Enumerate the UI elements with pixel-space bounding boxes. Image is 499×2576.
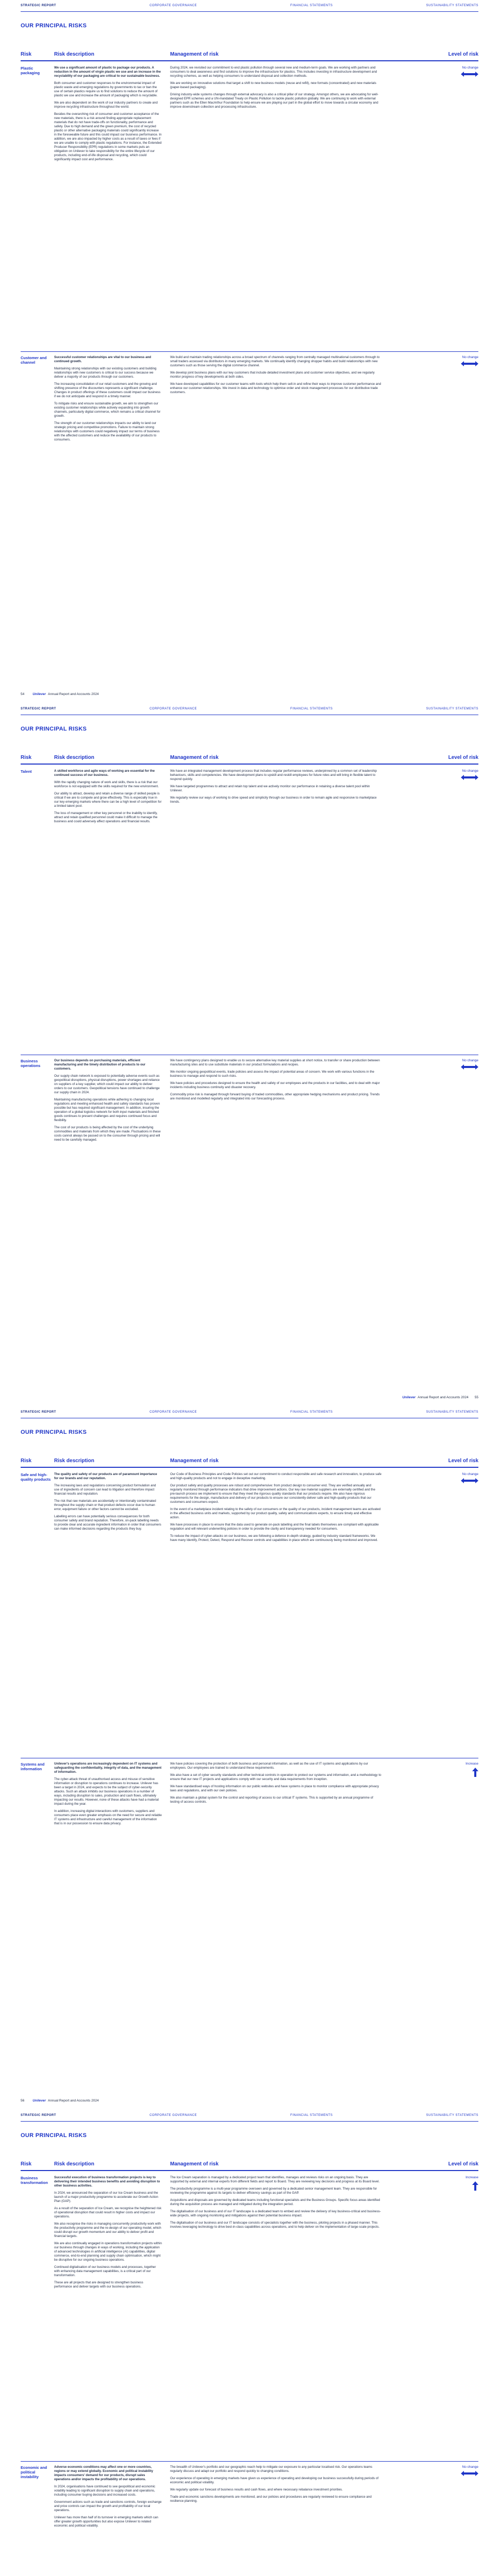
risk-level [402,769,478,1047]
nav-link[interactable]: FINANCIAL STATEMENTS [290,1411,333,1414]
nav-link[interactable]: FINANCIAL STATEMENTS [290,707,333,710]
management-paragraph: We have contingency plans designed to enable us to secure alternative key material supplies at short notice, to transfer or share production between manufacturing sites and to use substitute materials in our product formulations and recipes. [170,1059,380,1066]
no-change-arrow-icon [461,775,478,780]
risk-level-label: No change [462,1472,478,1476]
management-paragraph: Our product safety and quality processes are robust and comprehensive: from product design to consumer end. They are verified annually and regularly monitored through performance indicators that drive improvement actions. Our key raw material suppliers are externally certified and the pre-launch process we implement to ensure that they meet the rigorous quality standards that our products require. We also have rigorous requirements for the design, manufacture and delivery of our products to ensure our consistently deliver safe and high-quality products that our customers and consumers expect. [170,1484,375,1504]
nav-link[interactable]: STRATEGIC REPORT [21,2114,56,2117]
description-paragraph: In 2024, organisations have continued to see geopolitical and economic volatility leading to significant disruption to supply chain and operations, including consumer buying decisions and increased costs. [54,2485,156,2497]
header-management: Management of risk [170,2161,219,2167]
description-paragraph: Unilever has more than half of its turnover in emerging markets which can offer greater growth opportunities but also expose Unilever to related economic and political volatility. [54,2516,158,2528]
risk-level-label: No change [462,1059,478,1062]
risk-row [21,355,478,644]
description-paragraph: Government actions such as trade and sanctions controls, foreign exchange and price controls can impact the growth and profitability of our local operations. [54,2500,162,2512]
management-paragraph: We develop joint business plans with our key customers that include detailed investment plans and customer service objectives, and we regularly monitor progress of key developments at both sides. [170,371,375,379]
description-paragraph: A skilled workforce and agile ways of working are essential for the continued success of our business. [54,769,155,777]
risk-management [170,769,402,1047]
risk-name: Economic and political instability [21,2465,47,2479]
increase-arrow-icon [472,2181,478,2191]
risk-description [54,1472,170,1751]
nav-link[interactable]: SUSTAINABILITY STATEMENTS [426,707,478,710]
brand-name: Unilever [32,2099,46,2103]
risk-level-label: No change [462,66,478,70]
header-management: Management of risk [170,1458,219,1464]
management-paragraph: We have policies covering the protection of both business and personal information, as well as the use of IT systems and applications by our employees. Our employees are trained to understand these requirements. [170,1762,368,1770]
risk-management [170,355,402,644]
management-paragraph: Our experience of operating in emerging markets have given us experience of operating and developing our business successfully during periods of economic and political volatility. [170,2477,379,2484]
report-name: Annual Report and Accounts 2024 [418,1396,469,1399]
page-footer [400,1396,478,1399]
description-paragraph: As a result of the separation of Ice Cream, we recognise the heightened risk of operational disruption that could result in higher costs and impact our operations. [54,2207,162,2218]
nav-link[interactable]: SUSTAINABILITY STATEMENTS [426,2114,478,2117]
risk-row [21,1472,478,1751]
arrow-head-left-icon [461,1064,464,1070]
page-footer [21,692,99,696]
table-header [21,2161,478,2170]
management-paragraph: The breadth of Unilever's portfolio and our geographic reach help to mitigate our exposure to any particular localised risk. Our operations teams regularly discuss and adapt our portfolio and respond quickly to changing conditions. [170,2465,373,2473]
risk-row [21,769,478,1047]
no-change-arrow-icon [461,1064,478,1070]
risk-description [54,66,170,344]
header-level: Level of risk [448,2161,478,2167]
description-paragraph: The strength of our customer relationships impacts our ability to land our strategic pricing and competitive promotions. Failure to maintain strong relationships with customers could negatively impact our terms of business with the affected customers and reduce the availability of our products to consumers. [54,421,160,442]
management-paragraph: We are working on innovative solutions that target a shift to new business models (reuse and refill), new formats (concentrated) and new materials (paper-based packaging). [170,81,376,89]
management-paragraph: Trade and economic sanctions developments are monitored, and our policies and procedures are regularly reviewed to ensure compliance and resilience planning. [170,2495,372,2503]
risk-description [54,2176,170,2454]
risk-level [402,1472,478,1751]
risk-level [402,2465,478,2576]
top-navigation [21,707,478,715]
report-name: Annual Report and Accounts 2024 [47,692,99,696]
management-paragraph: We have an integrated management development process that includes regular performance reviews, underpinned by a common set of leadership behaviours, skills and competencies. We have development plans to upskill and reskill employees for future roles and will bring in flexible talent to respond quickly. [170,769,377,781]
page-number: 56 [21,2099,25,2103]
risk-management [170,1059,402,1347]
page-footer [21,2099,99,2103]
management-paragraph: We have standardised ways of hosting information on our public websites and have systems in place to monitor compliance with appropriate privacy laws and regulations, and with our own policies. [170,1785,379,1792]
description-paragraph: Our ability to attract, develop and retain a diverse range of skilled people is critical if we are to compete and grow effectively. This is especially true in our key emerging markets where there can be a high level of competition for a limited talent pool. [54,792,162,808]
management-paragraph: Our Code of Business Principles and Code Policies set out our commitment to conduct responsible and safe research and innovation, to produce safe and high-quality products and not to engage in deceptive marketing. [170,1472,381,1480]
top-navigation [21,4,478,11]
section-title: OUR PRINCIPAL RISKS [21,23,87,29]
arrow-head-right-icon [475,775,478,780]
nav-link[interactable]: STRATEGIC REPORT [21,1411,56,1414]
risk-row [21,2465,478,2576]
management-paragraph: Driving industry-wide systems changes through external advocacy is also a critical pillar of our strategy. Amongst others, we are advocating for well-designed EPR schemes and a UN-mandated Treaty on Plastic Pollution to tackle plastic pollution globally. We are continuing to work with external partners such as the Ellen MacArthur Foundation to help ensure we are playing our part in the global effort to move towards a circular economy and improve downstream collection and processing infrastructure. [170,93,378,109]
brand-name: Unilever [402,1396,416,1399]
report-page [0,1406,499,2110]
nav-link[interactable]: SUSTAINABILITY STATEMENTS [426,4,478,7]
table-header [21,1458,478,1466]
section-title: OUR PRINCIPAL RISKS [21,2132,87,2139]
description-paragraph: Successful execution of business transformation projects is key to delivering their intended business benefits and avoiding disruption to other business activities. [54,2176,160,2188]
risk-row [21,66,478,344]
arrow-head-left-icon [461,775,464,780]
report-page [0,703,499,1406]
risk-level-label: No change [462,769,478,773]
description-paragraph: Maintaining manufacturing operations while adhering to changing local regulations and meeting enhanced health and safety standards has proven possible but has required significant management. In addition, insuring the operation of a global logistics network for both input materials and finished goods continues to present challenges and requires continued focus and flexibility. [54,1098,160,1122]
management-paragraph: The Ice Cream separation is managed by a dedicated project team that identifies, manages and reviews risks on an ongoing basis. They are supported by external and internal experts from different fields and report to Board. They are reviewing key decisions and progress at its Board level. [170,2176,380,2183]
brand-name: Unilever [32,692,46,696]
risk-description [54,1762,170,2050]
risk-level [402,1762,478,2050]
risk-name: Plastic packaging [21,66,40,75]
management-paragraph: During 2024, we revisited our commitment to end plastic pollution through several new and medium-term goals. We are working with partners and consumers to deal awareness and find solutions to improve the infrastructure for plastics. This includes investing in infrastructure development and recycling schemes, as well as helping consumers to understand disposal and collection methods. [170,66,377,78]
description-paragraph: These are all projects that are designed to strengthen business performance and deliver targets with our business operations. [54,2281,143,2289]
no-change-arrow-icon [461,361,478,366]
header-risk: Risk [21,1458,32,1464]
nav-link[interactable]: STRATEGIC REPORT [21,4,56,7]
description-paragraph: The risk that raw materials are accidentally or intentionally contaminated throughout the supply chain or that product defects occur due to human error, equipment failure or other factors cannot be excluded. [54,1499,156,1511]
nav-link[interactable]: CORPORATE GOVERNANCE [149,4,197,7]
management-paragraph: Commodity price risk is managed through forward buying of traded commodities, other appropriate hedging mechanisms and product pricing. Trends are monitored and modelled regularly and integrated into our forecasting process. [170,1093,380,1100]
description-paragraph: The cyber-attack threat of unauthorised access and misuse of sensitive information or disruption to operations continues to increase. Unilever has been a target in 2024, and expects to be the subject of cyber-security attacks. Such an attack inhibits our business operations in a number of ways, including disruption to sales, production and cash flows, ultimately impacting our results. However, none of these attacks have had a material impact during the year. [54,1777,159,1806]
description-paragraph: We are also continually engaged in operations transformation projects within our business through changes in ways of working, including the application of advanced technologies in artificial intelligence (AI) capabilities, digital commerce, end-to-end planning and supply chain optimisation, which might be disruptive for our ongoing business operations. [54,2242,162,2262]
description-paragraph: In 2024, we announced the separation of our Ice Cream business and the launch of a major productivity programme to accelerate our Growth Action Plan (GAP). [54,2191,158,2203]
management-paragraph: We regularly update our forecast of business results and cash flows, and where necessary rebalance investment priorities. [170,2488,343,2492]
top-navigation [21,2114,478,2121]
risk-level [402,2176,478,2454]
report-page [0,2110,499,2576]
risk-level [402,1059,478,1347]
table-header [21,52,478,60]
description-paragraph: We also recognise the risks in managing concurrently productivity work with the productivity programme and the re-design of our operating model, which could disrupt our growth momentum and our ability to deliver profit and financial targets. [54,2222,161,2238]
section-title: OUR PRINCIPAL RISKS [21,726,87,732]
nav-link[interactable]: STRATEGIC REPORT [21,707,56,710]
management-paragraph: We monitor ongoing geopolitical events, trade policies and assess the impact of potential areas of concern. We work with various functions in the business to manage and respond to such risks. [170,1070,374,1078]
management-paragraph: The productivity programme is a multi-year programme overseen and governed by a dedicated senior management team. They are responsible for reviewing the programme against its targets to deliver efficiency savings as part of the GAP. [170,2187,377,2195]
header-management: Management of risk [170,52,219,57]
page-number: 55 [474,1396,478,1399]
arrow-head-right-icon [475,1478,478,1483]
risk-level [402,66,478,344]
nav-link[interactable]: FINANCIAL STATEMENTS [290,4,333,7]
arrow-head-left-icon [461,2471,464,2476]
description-paragraph: Both consumer and customer responses to the environmental impact of plastic waste and emerging regulations by governments to tax or ban the use of certain plastics require us to find solutions to reduce the amount of plastic we use and increase the amount of packaging which is recyclable. [54,81,158,97]
header-level: Level of risk [448,1458,478,1464]
header-divider [21,60,478,61]
header-divider [21,1467,478,1468]
nav-link[interactable]: FINANCIAL STATEMENTS [290,2114,333,2117]
no-change-arrow-icon [461,1478,478,1483]
management-paragraph: We build and maintain trading relationships across a broad spectrum of channels ranging from centrally managed multinational customers through to small traders accessed via distributors in many emerging markets. We continually identify changing shopper habits and build relationships with new customers such as those serving the digital commerce channel. [170,355,380,367]
arrow-head-icon [472,1768,478,1771]
management-paragraph: Acquisitions and disposals are governed by dedicated teams including functional specialists and the Business Groups. Specific focus areas identified during the acquisition process are managed and mitigated during the integration period. [170,2198,380,2206]
description-paragraph: Our supply chain network is exposed to potentially adverse events such as geopolitical disruptions, physical disruptions, power shortages and reliance on suppliers of a key supplier, which could impact our ability to deliver orders to our customers. Geopolitical tensions have continued to challenge our supply chain in 2024. [54,1074,160,1094]
management-paragraph: We have targeted programmes to attract and retain top talent and we actively monitor our performance in retaining a diverse talent pool within Unilever. [170,785,370,792]
description-paragraph: The increasing consolidation of our retail customers and the growing and shifting presence of the discounters represents a significant challenge. Changes in product offerings of these customers could impact our business if we do not anticipate and respond in a timely manner. [54,382,161,398]
section-title: OUR PRINCIPAL RISKS [21,1429,87,1435]
nav-divider [21,11,478,12]
description-paragraph: The quality and safety of our products are of paramount importance for our brands and our reputation. [54,1472,157,1480]
arrow-head-icon [472,2181,478,2185]
header-management: Management of risk [170,755,219,760]
description-paragraph: The increasing laws and regulations concerning product formulation and use of ingredients of concern can lead to litigation and therefore impact financial results and reputation. [54,1484,156,1496]
nav-divider [21,2121,478,2122]
header-risk-description: Risk description [54,2161,94,2167]
risk-management [170,2176,402,2454]
risk-description [54,769,170,1047]
header-level: Level of risk [448,52,478,57]
no-change-arrow-icon [461,72,478,77]
row-divider [21,351,478,352]
table-header [21,755,478,763]
management-paragraph: We regularly review our ways of working to drive speed and simplicity through our business in order to remain agile and responsive to marketplace trends. [170,796,377,804]
nav-link[interactable]: SUSTAINABILITY STATEMENTS [426,1411,478,1414]
management-paragraph: The digitalisation of our business and of our IT landscape is a dedicated team to embed and review the delivery of key business-critical and business-wide projects, with ongoing monitoring and mitigations against their potential business impact. [170,2210,381,2217]
arrow-head-left-icon [461,1478,464,1483]
page-number: 54 [21,692,25,696]
management-paragraph: We have developed capabilities for our customer teams with tools which help them sell-in and refine their ways to improve customer performance and enhance our customer relationships. We invest in data and technology to optimise order and stock management processes for our distributive trade customers. [170,382,381,394]
management-paragraph: We have processes in place to ensure that the data used to generate on-pack labelling and the final labels themselves are compliant with applicable regulation and will relevant underwriting policies in order to provide the clarity and transparency needed for consumers. [170,1523,379,1531]
header-risk-description: Risk description [54,1458,94,1464]
risk-description [54,355,170,644]
nav-link[interactable]: CORPORATE GOVERNANCE [149,707,197,710]
risk-management [170,2465,402,2576]
description-paragraph: Unilever's operations are increasingly dependent on IT systems and safeguarding the confidentiality, integrity of data, and the management of information. [54,1762,162,1774]
arrow-head-right-icon [475,1064,478,1070]
description-paragraph: Adverse economic conditions may affect one or more countries, regions or may extend globally. Economic and political instability impacts consumers' demand for our products, disrupt sales operations and/or impacts the profitability of our operations. [54,2465,154,2481]
description-paragraph: We are also dependent on the work of our industry partners to create and improve recycling infrastructure throughout the world. [54,101,158,109]
description-paragraph: Continued digitalisation of our business models and processes, together with enhancing data management capabilities, is a critical part of our transformation. [54,2265,156,2277]
arrow-head-left-icon [461,72,464,77]
top-navigation [21,1411,478,1418]
risk-management [170,1472,402,1751]
increase-arrow-icon [472,1768,478,1777]
nav-link[interactable]: CORPORATE GOVERNANCE [149,1411,197,1414]
description-paragraph: Besides the overarching risk of consumer and customer acceptance of the new materials, there is a risk around finding appropriate replacement materials that do not have trade-offs on functionality, performance and safety. Due to high demand and the green premium, the cost of recycled plastic or other alternative packaging materials could significantly increase in the foreseeable future and this could impact our business performance. In addition, we are also impacted by higher costs as a result of taxes or fees if we are unable to comply with plastic regulations. For instance, the Extended Producer Responsibility (EPR) regulations in some markets puts an obligation on Unilever to take responsibility for the entire lifecycle of our products, including end-of-life disposal and recycling, which could significantly impact cost and performance. [54,112,162,161]
header-risk: Risk [21,52,32,57]
management-paragraph: We have policies and procedures designed to ensure the health and safety of our employees and the products in our facilities, and to deal with major incidents including business continuity and disaster recovery. [170,1081,380,1089]
description-paragraph: In addition, increasing digital interactions with customers, suppliers and consumers place even greater emphasis on the need for secure and reliable IT systems and infrastructure and careful management of the information that is in our possession to ensure data privacy. [54,1809,162,1825]
description-paragraph: Labelling errors can have potentially serious consequences for both consumer safety and brand reputation. Therefore, on-pack labelling needs to provide clear and accurate ingredient information in order that consumers can make informed decisions regarding the products they buy. [54,1515,161,1531]
header-risk-description: Risk description [54,755,94,760]
description-paragraph: The loss of management or other key personnel or the inability to identify, attract and retain qualified personnel could make it difficult to manage the business and could adversely affect operations and financial results. [54,811,158,823]
risk-name: Safe and high-quality products [21,1472,51,1482]
arrow-head-right-icon [475,2471,478,2476]
header-risk: Risk [21,755,32,760]
risk-level [402,355,478,644]
risk-level-label: Increase [465,2176,478,2179]
description-paragraph: The cost of our products is being affected by the cost of the underlying commodities and materials from which they are made. Fluctuations in these costs cannot always be passed on to the consumer through pricing and will need to be carefully managed. [54,1126,161,1142]
nav-link[interactable]: CORPORATE GOVERNANCE [149,2114,197,2117]
risk-name: Business operations [21,1059,41,1068]
management-paragraph: We also have a set of cyber security standards and other technical controls in operation to protect our systems and information, and a methodology to ensure that our new IT projects and applications comply with our security and data requirements from inception. [170,1773,381,1781]
description-paragraph: With the rapidly changing nature of work and skills, there is a risk that our workforce is not equipped with the skills required for the new environment. [54,781,159,788]
description-paragraph: We use a significant amount of plastic to package our products. A reduction in the amount of virgin plastic we use and an increase in the recyclability of our packaging are critical to our sustainable business. [54,66,161,78]
management-paragraph: The digitalisation of our business and our IT landscape consists of specialists together with the business, piloting projects in a phased manner. This involves leveraging technology to drive best-in-class capabilities across operations, and to help deliver on the implementation of large-scale projects. [170,2221,380,2229]
arrow-head-right-icon [475,72,478,77]
no-change-arrow-icon [461,2471,478,2476]
header-risk-description: Risk description [54,52,94,57]
management-paragraph: In the event of a marketplace incident relating to the safety of our consumers or the quality of our products, incident management teams are activated in the affected business units and markets, supported by our product quality, safety and communications experts, to ensure timely and effective action. [170,1507,381,1519]
risk-row [21,1762,478,2050]
risk-name: Business transformation [21,2176,48,2185]
row-divider [21,2461,478,2462]
risk-row [21,2176,478,2454]
risk-management [170,1762,402,2050]
header-risk: Risk [21,2161,32,2167]
risk-name: Talent [21,769,32,774]
risk-description [54,1059,170,1347]
risk-row [21,1059,478,1347]
risk-description [54,2465,170,2576]
risk-name: Systems and information [21,1762,45,1771]
report-name: Annual Report and Accounts 2024 [47,2099,99,2103]
risk-name: Customer and channel [21,355,47,365]
risk-level-label: Increase [465,1762,478,1766]
risk-level-label: No change [462,2465,478,2469]
risk-management [170,66,402,344]
description-paragraph: Maintaining strong relationships with our existing customers and building relationships with new customers is critical to our success because we deliver a majority of our products through our customers. [54,367,157,379]
management-paragraph: We also maintain a global system for the control and reporting of access to our critical IT systems. This is supported by an annual programme of testing of access controls. [170,1796,373,1804]
header-level: Level of risk [448,755,478,760]
header-divider [21,2170,478,2171]
arrow-head-right-icon [475,361,478,366]
description-paragraph: To mitigate risks and ensure sustainable growth, we aim to strengthen our existing customer relationships while actively expanding into growth channels, particularly digital commerce, which remains a critical channel for growth. [54,402,161,418]
risk-level-label: No change [462,355,478,359]
header-divider [21,764,478,765]
management-paragraph: To reduce the impact of cyber-attacks on our business, we are following a defence in-depth strategy, guided by industry standard frameworks. We have many Identify, Protect, Detect, Respond and Recover controls and capabilities in place which are continuously being monitored and improved. [170,1534,378,1542]
description-paragraph: Successful customer relationships are vital to our business and continued growth. [54,355,152,363]
description-paragraph: Our business depends on purchasing materials, efficient manufacturing and the timely distribution of products to our customers. [54,1059,146,1071]
arrow-head-left-icon [461,361,464,366]
report-page [0,0,499,703]
